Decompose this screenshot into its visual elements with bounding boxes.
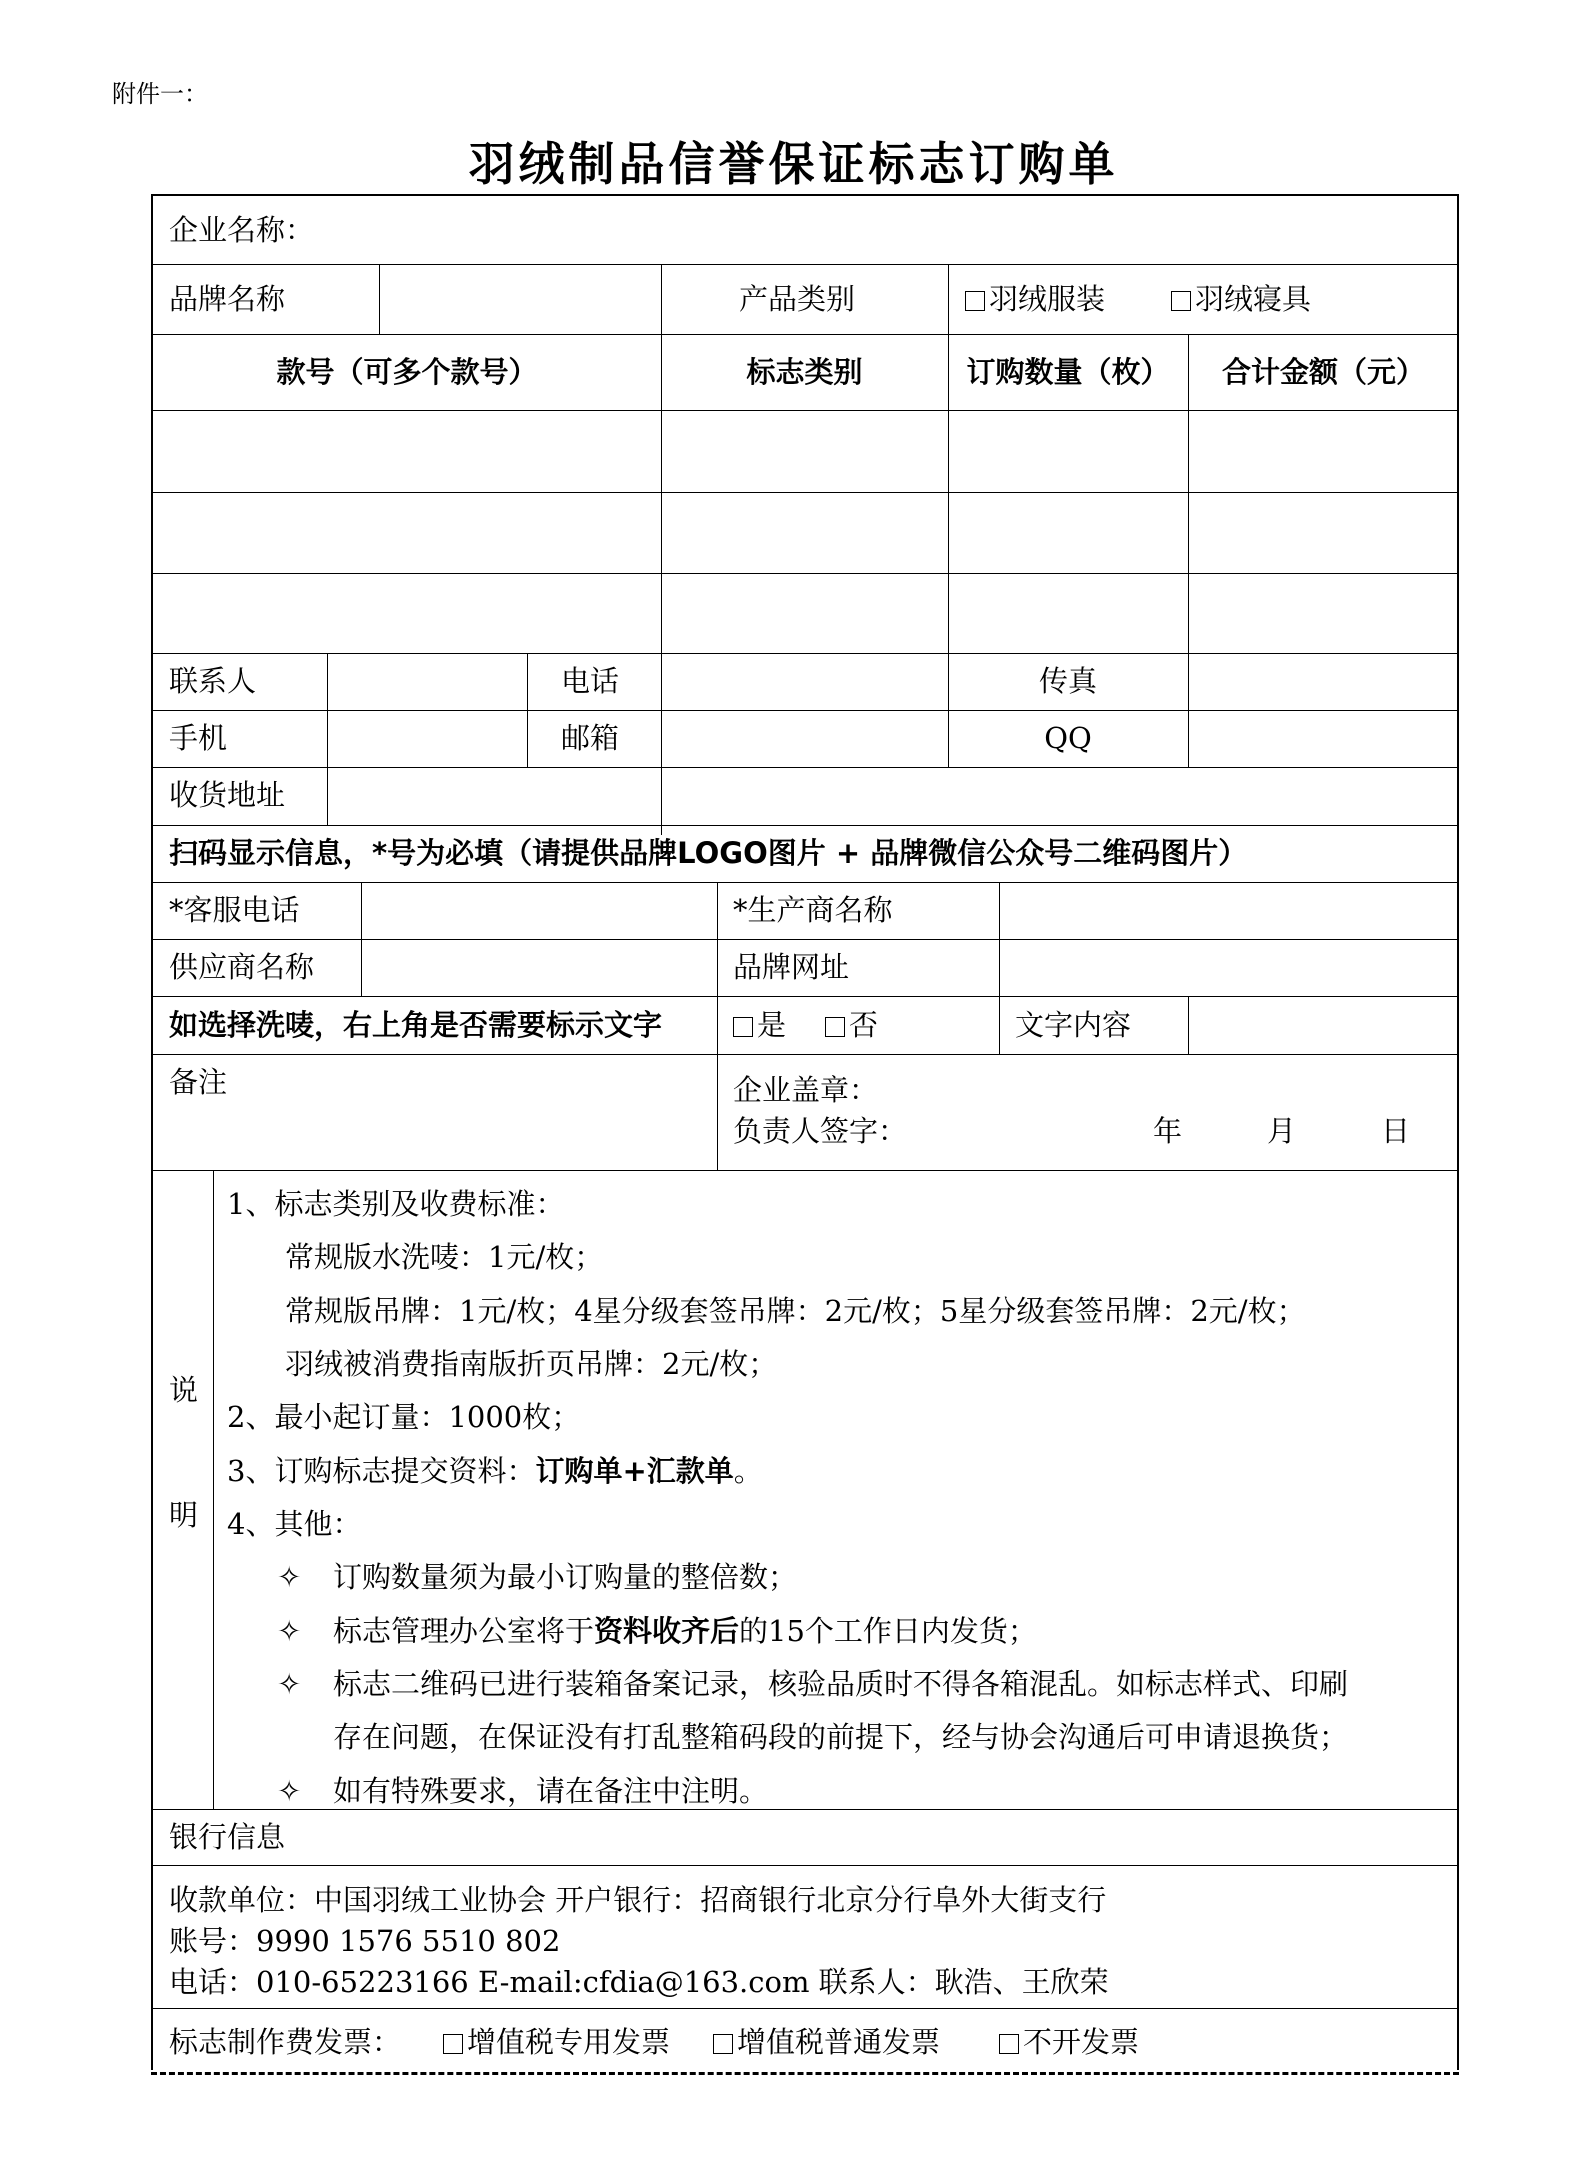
wash-label-question: 如选择洗唛，右上角是否需要标示文字 [169, 1008, 663, 1042]
bullet-icon: ✧ [277, 1667, 302, 1701]
address-label: 收货地址 [169, 778, 286, 812]
note-2: 2、最小起订量：1000枚； [227, 1400, 581, 1434]
product-option-bedding[interactable]: 羽绒寝具 [1171, 285, 1311, 314]
bank-info-label: 银行信息 [169, 1820, 286, 1854]
scan-info-label: 扫码显示信息，*号为必填（请提供品牌LOGO图片 + 品牌微信公众号二维码图片） [169, 836, 1248, 870]
note-b3a: 标志二维码已进行装箱备案记录，核验品质时不得各箱混乱。如标志样式、印刷 [333, 1667, 1349, 1701]
bullet-icon: ✧ [277, 1614, 302, 1648]
note-b4: 如有特殊要求，请在备注中注明。 [333, 1774, 769, 1808]
manufacturer-label: *生产商名称 [733, 893, 893, 927]
fax-label: 传真 [1038, 664, 1097, 698]
note-4: 4、其他： [227, 1507, 362, 1541]
option-no[interactable]: 否 [825, 1011, 878, 1040]
service-phone-label: *客服电话 [169, 893, 300, 927]
email-label: 邮箱 [561, 721, 620, 755]
note-3: 3、订购标志提交资料：订购单+汇款单。 [227, 1454, 763, 1488]
contact-person-label: 联系人 [169, 664, 257, 698]
mobile-label: 手机 [169, 721, 228, 755]
note-b1: 订购数量须为最小订购量的整倍数； [333, 1560, 798, 1594]
note-1b: 常规版吊牌：1元/枚；4星分级套签吊牌：2元/枚；5星分级套签吊牌：2元/枚； [285, 1294, 1306, 1328]
header-quantity: 订购数量（枚） [966, 355, 1170, 389]
bank-line-3: 电话：010-65223166 E-mail:cfdia@163.com 联系人：耿浩、王欣荣 [169, 1965, 1109, 1999]
note-1a: 常规版水洗唛：1元/枚； [285, 1240, 604, 1274]
brand-website-label: 品牌网址 [733, 950, 850, 984]
year-label: 年 [1153, 1114, 1183, 1148]
bullet-icon: ✧ [277, 1560, 302, 1594]
header-mark-type: 标志类别 [746, 355, 863, 389]
signature-label: 负责人签字： [733, 1114, 908, 1148]
header-style-no: 款号（可多个款号） [276, 355, 538, 389]
note-1: 1、标志类别及收费标准： [227, 1187, 565, 1221]
note-1c: 羽绒被消费指南版折页吊牌：2元/枚； [285, 1347, 778, 1381]
supplier-label: 供应商名称 [169, 950, 315, 984]
header-amount: 合计金额（元） [1221, 355, 1425, 389]
note-b2: 标志管理办公室将于资料收齐后的15个工作日内发货； [333, 1614, 1037, 1648]
checkbox-icon[interactable] [713, 2034, 733, 2054]
month-label: 月 [1267, 1114, 1297, 1148]
explain-char-2: 明 [169, 1498, 199, 1532]
product-category-label: 产品类别 [739, 282, 856, 316]
qq-label: QQ [1044, 721, 1092, 755]
product-option-apparel[interactable]: 羽绒服装 [965, 285, 1105, 314]
invoice-option-general[interactable]: 增值税普通发票 [713, 2028, 940, 2057]
checkbox-icon[interactable] [999, 2034, 1019, 2054]
checkbox-icon[interactable] [965, 291, 985, 311]
checkbox-icon[interactable] [443, 2034, 463, 2054]
invoice-option-none[interactable]: 不开发票 [999, 2028, 1139, 2057]
company-name-label: 企业名称： [169, 213, 315, 247]
bullet-icon: ✧ [277, 1774, 302, 1808]
invoice-option-special[interactable]: 增值税专用发票 [443, 2028, 670, 2057]
cut-line [151, 2072, 1459, 2075]
brand-name-label: 品牌名称 [169, 282, 286, 316]
checkbox-icon[interactable] [733, 1017, 753, 1037]
order-form [151, 194, 1459, 2070]
bank-line-2: 账号：9990 1576 5510 802 [169, 1924, 561, 1958]
attachment-label: 附件一： [112, 80, 208, 108]
checkbox-icon[interactable] [1171, 291, 1191, 311]
option-yes[interactable]: 是 [733, 1011, 786, 1040]
seal-label: 企业盖章： [733, 1073, 879, 1107]
phone-label: 电话 [561, 664, 620, 698]
day-label: 日 [1381, 1114, 1411, 1148]
note-b3b: 存在问题，在保证没有打乱整箱码段的前提下，经与协会沟通后可申请退换货； [333, 1720, 1349, 1754]
text-content-label: 文字内容 [1015, 1008, 1132, 1042]
checkbox-icon[interactable] [825, 1017, 845, 1037]
invoice-label: 标志制作费发票： [169, 2025, 402, 2059]
remarks-label: 备注 [169, 1065, 228, 1099]
bank-line-1: 收款单位：中国羽绒工业协会 开户银行：招商银行北京分行阜外大街支行 [169, 1883, 1107, 1917]
explain-char-1: 说 [169, 1373, 199, 1407]
page-title: 羽绒制品信誉保证标志订购单 [468, 137, 1119, 191]
